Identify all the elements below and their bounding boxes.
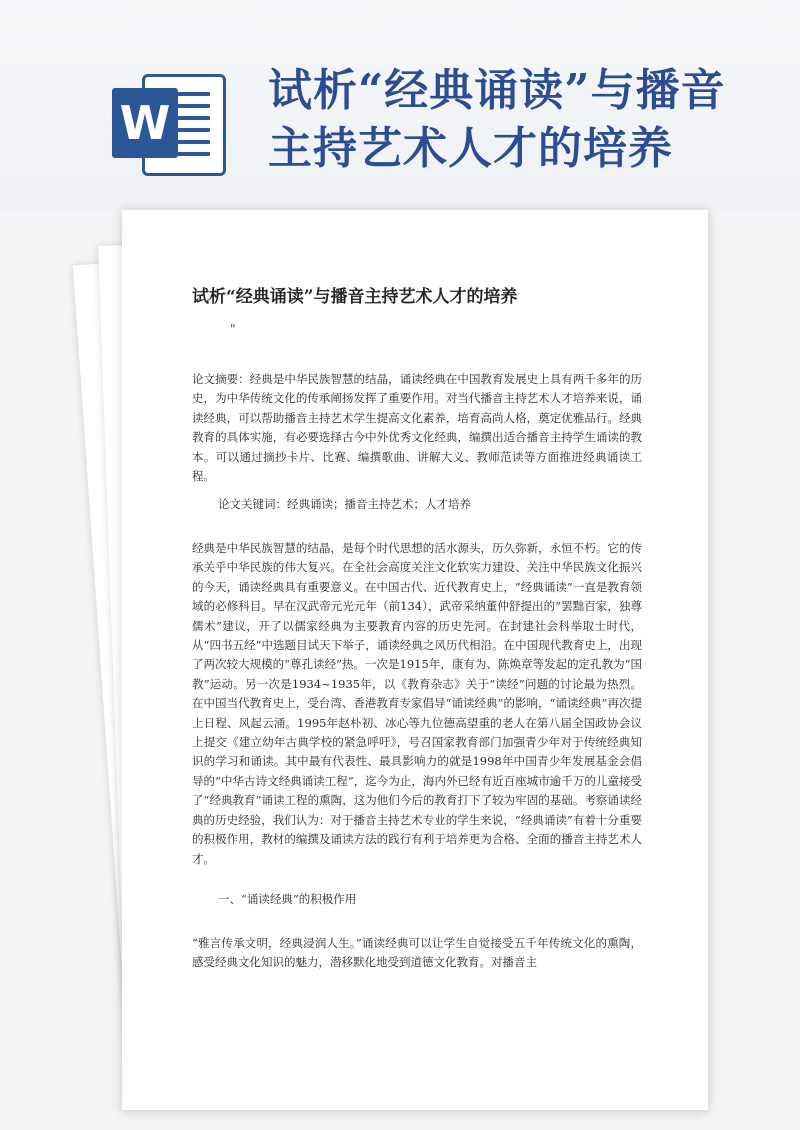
document-title: 试析“经典诵读”与播音主持艺术人才的培养 (192, 287, 518, 307)
abstract-paragraph: 论文摘要：经典是中华民族智慧的结晶，诵读经典在中国教育发展史上具有两千多年的历史，为中华传统文化的传承阐扬发挥了重要作用。对当代播音主持艺术人才培养来说，诵读经典，可以帮助播音主持艺术学生提高文化素养，培育高尚人格，奠定优雅品行。经典教育的具体实施，有必要选择古今中外优秀文化经典，编撰出适合播音主持学生诵读的教本。可以通过摘抄卡片、比赛、编撰歌曲、讲解大义、教师范读等方面推进经典诵读工程。 (192, 372, 642, 484)
top-banner (0, 0, 800, 210)
body-paragraph-2: “雅言传承文明，经典浸润人生。”诵读经典可以让学生自觉接受五千年传统文化的熏陶，感受经典文化知识的魅力，潜移默化地受到道德文化教育。对播音主 (192, 936, 642, 970)
document-page (122, 210, 708, 1110)
word-document-icon (106, 62, 224, 180)
quote-mark: " (230, 322, 236, 336)
keywords-paragraph: 论文关键词：经典诵读；播音主持艺术；人才培养 (218, 497, 471, 511)
word-icon-letter: W (112, 88, 178, 158)
banner-title: 试析“经典诵读”与播音主持艺术人才的培养 (268, 65, 726, 174)
section-heading-1: 一、“诵读经典”的积极作用 (218, 892, 357, 906)
body-paragraph-1: 经典是中华民族智慧的结晶，是每个时代思想的活水源头，历久弥新，永恒不朽。它的传承关乎中华民族的伟大复兴。在全社会高度关注文化软实力建设、关注中华民族文化振兴的今天，诵读经典具有重要意义。在中国古代、近代教育史上，“经典诵读”一直是教育领域的必修科目。早在汉武帝元光元年（前134），武帝采纳董仲舒提出的“罢黜百家，独尊儒术”建议，开了以儒家经典为主要教育内容的历史先河。在封建社会科举取士时代，从“四书五经”中选题目试天下举子，诵读经典之风历代相沿。在中国现代教育史上，出现了两次较大规模的“尊孔读经”热。一次是1915年，康有为、陈焕章等发起的定孔教为“国教”运动。另一次是1934~1935年，以《教育杂志》关于“读经”问题的讨论最为热烈。在中国当代教育史上，受台湾、香港教育专家倡导“诵读经典”的影响，“诵读经典”再次提上日程、风起云涌。1995年赵朴初、冰心等九位德高望重的老人在第八届全国政协会议上提交《建立幼年古典学校的紧急呼吁》，号召国家教育部门加强青少年对于传统经典知识的学习和诵读。其中最有代表性、最具影响力的就是1998年中国青少年发展基金会倡导的“中华古诗文经典诵读工程”，迄今为止，海内外已经有近百座城市逾千万的儿童接受了“经典教育”诵读工程的熏陶，这为他们今后的教育打下了较为牢固的基础。考察诵读经典的历史经验，我们认为：对于播音主持艺术专业的学生来说，“经典诵读”有着十分重要的积极作用，教材的编撰及诵读方法的践行有利于培养更为合格、全面的播音主持艺术人才。 (192, 541, 642, 866)
